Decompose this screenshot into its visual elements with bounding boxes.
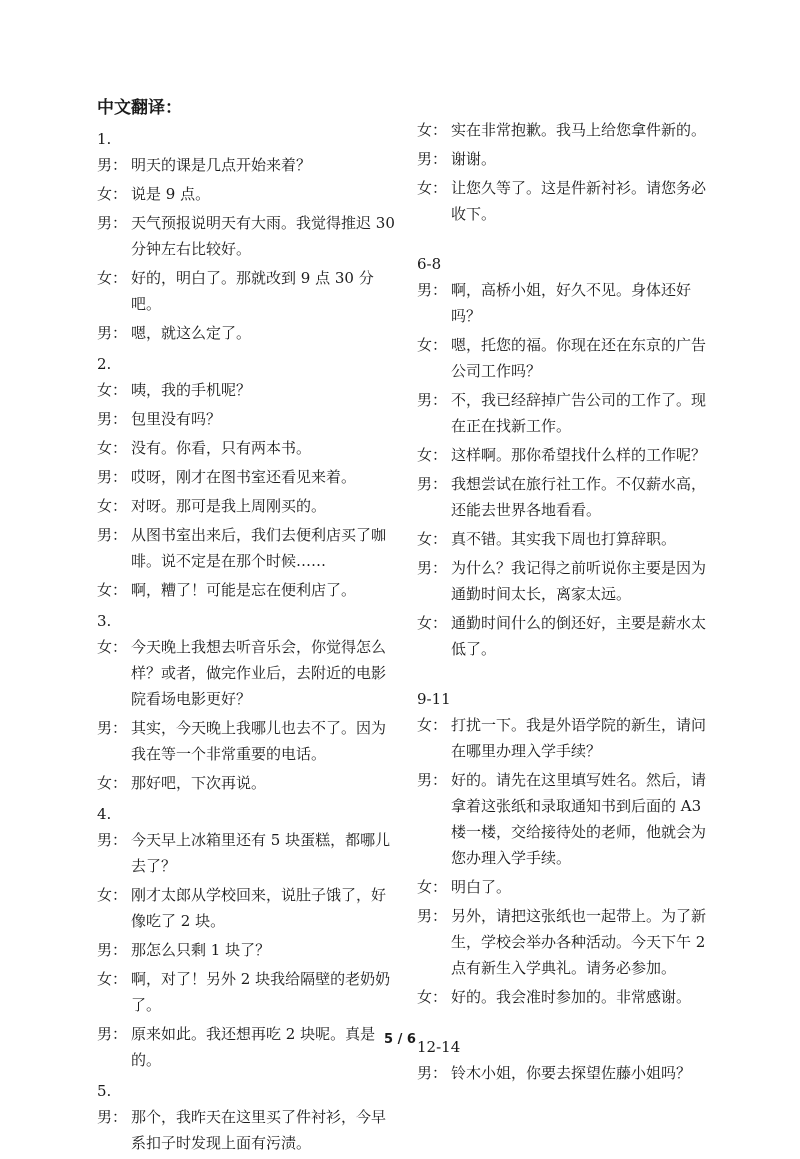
speaker-label: 女： [417,716,448,734]
dialogue-line [97,1104,397,1156]
speaker-label: 男： [97,410,128,428]
speaker-label: 男： [97,719,128,737]
dialogue-line [97,464,397,490]
speaker-label: 男： [417,771,448,789]
speaker-label: 女： [97,497,128,515]
speaker-label: 男： [97,324,128,342]
speaker-label: 女： [417,336,448,354]
speaker-label: 女： [97,774,128,792]
section-number: 3. [97,612,112,630]
speaker-label: 男： [97,1108,128,1126]
dialogue-line [417,387,717,439]
speaker-label: 女： [417,614,448,632]
dialogue-line [417,712,717,764]
speaker-label: 男： [417,150,448,168]
dialogue-text: 说是 9 点。 [131,185,211,203]
speaker-label: 男： [97,214,128,232]
section-number: 1. [97,130,112,148]
dialogue-text: 好的。我会准时参加的。非常感谢。 [451,988,692,1006]
speaker-label: 女： [97,970,128,988]
dialogue-line [97,770,397,796]
dialogue-text: 好的。请先在这里填写姓名。然后，请拿着这张纸和录取通知书到后面的 A3 楼一楼，交给接待处的老师，他就会为您办理入学手续。 [451,771,707,867]
speaker-label: 男： [417,391,448,409]
speaker-label: 女： [97,439,128,457]
dialogue-text: 那好吧，下次再说。 [131,774,267,792]
dialogue-text: 天气预报说明天有大雨。我觉得推迟 30 分钟左右比较好。 [131,214,395,258]
dialogue-text: 那个，我昨天在这里买了件衬衫，今早系扣子时发现上面有污渍。 [131,1108,387,1152]
dialogue-line [97,522,397,574]
speaker-label: 男： [417,1064,448,1082]
speaker-label: 女： [417,878,448,896]
dialogue-text: 真不错。其实我下周也打算辞职。 [451,530,677,548]
dialogue-line [97,210,397,262]
dialogue-line [97,634,397,712]
dialogue-line [417,175,717,227]
dialogue-line [97,577,397,603]
dialogue-text: 今天晚上我想去听音乐会，你觉得怎么样？或者，做完作业后，去附近的电影院看场电影更好？ [131,638,387,708]
dialogue-text: 明天的课是几点开始来着？ [131,156,312,174]
speaker-label: 男： [97,156,128,174]
speaker-label: 男： [97,468,128,486]
dialogue-line [417,146,717,172]
dialogue-line [97,181,397,207]
dialogue-section [97,606,397,796]
dialogue-line [417,610,717,662]
dialogue-line [417,332,717,384]
dialogue-text: 其实，今天晚上我哪儿也去不了。因为我在等一个非常重要的电话。 [131,719,387,763]
dialogue-text: 另外，请把这张纸也一起带上。为了新生，学校会举办各种活动。今天下午 2 点有新生入学典礼。请务必参加。 [451,907,707,977]
dialogue-line [417,903,717,981]
speaker-label: 男： [417,559,448,577]
dialogue-text: 好的，明白了。那就改到 9 点 30 分吧。 [131,269,374,313]
section-number: 5. [97,1082,112,1100]
dialogue-text: 没有。你看，只有两本书。 [131,439,312,457]
dialogue-line [417,277,717,329]
dialogue-text: 哎呀，刚才在图书室还看见来着。 [131,468,357,486]
dialogue-line [97,493,397,519]
dialogue-text: 为什么？我记得之前听说你主要是因为通勤时间太长，离家太远。 [451,559,707,603]
dialogue-text: 让您久等了。这是件新衬衫。请您务必收下。 [451,179,707,223]
dialogue-line [417,526,717,552]
dialogue-section [417,249,717,662]
section-number: 2. [97,355,112,373]
dialogue-line [97,1021,397,1073]
dialogue-section [417,117,717,227]
dialogue-line [97,406,397,432]
dialogue-text: 啊，高桥小姐，好久不见。身体还好吗？ [451,281,692,325]
dialogue-text: 不，我已经辞掉广告公司的工作了。现在正在找新工作。 [451,391,707,435]
speaker-label: 女： [417,530,448,548]
dialogue-line [97,152,397,178]
dialogue-text: 嗯，就这么定了。 [131,324,252,342]
dialogue-text: 啊，糟了！可能是忘在便利店了。 [131,581,357,599]
dialogue-section [97,1076,397,1156]
dialogue-section [97,349,397,603]
speaker-label: 女： [97,638,128,656]
dialogue-line [417,555,717,607]
dialogue-text: 铃木小姐，你要去探望佐藤小姐吗？ [451,1064,692,1082]
page-title: 中文翻译： [97,98,182,118]
dialogue-text: 我想尝试在旅行社工作。不仅薪水高，还能去世界各地看看。 [451,475,707,519]
dialogue-text: 通勤时间什么的倒还好，主要是薪水太低了。 [451,614,707,658]
dialogue-line [417,984,717,1010]
dialogue-line [97,320,397,346]
dialogue-line [417,874,717,900]
dialogue-text: 包里没有吗？ [131,410,222,428]
dialogue-line [417,117,717,143]
dialogue-line [97,937,397,963]
dialogue-line [417,1060,717,1086]
dialogue-line [417,767,717,871]
dialogue-line [97,715,397,767]
section-number: 12-14 [417,1038,461,1056]
left-column [97,124,397,1159]
section-number: 9-11 [417,690,451,708]
dialogue-text: 打扰一下。我是外语学院的新生，请问在哪里办理入学手续？ [451,716,707,760]
dialogue-line [97,966,397,1018]
speaker-label: 男： [417,281,448,299]
section-number: 6-8 [417,255,442,273]
speaker-label: 女： [417,446,448,464]
speaker-label: 女： [97,581,128,599]
dialogue-text: 原来如此。我还想再吃 2 块呢。真是的。 [131,1025,376,1069]
dialogue-line [97,265,397,317]
dialogue-text: 明白了。 [451,878,512,896]
speaker-label: 女： [417,988,448,1006]
speaker-label: 男： [417,907,448,925]
dialogue-section [417,684,717,1010]
dialogue-line [97,377,397,403]
right-column [417,117,717,1089]
speaker-label: 女： [97,185,128,203]
dialogue-text: 啊，对了！另外 2 块我给隔壁的老奶奶了。 [131,970,391,1014]
dialogue-text: 那怎么只剩 1 块了？ [131,941,271,959]
dialogue-line [417,442,717,468]
section-number: 4. [97,805,112,823]
speaker-label: 女： [97,269,128,287]
dialogue-line [97,435,397,461]
dialogue-line [97,882,397,934]
dialogue-text: 对呀。那可是我上周刚买的。 [131,497,327,515]
dialogue-text: 实在非常抱歉。我马上给您拿件新的。 [451,121,707,139]
speaker-label: 男： [417,475,448,493]
dialogue-text: 这样啊。那你希望找什么样的工作呢？ [451,446,707,464]
speaker-label: 女： [417,179,448,197]
dialogue-text: 从图书室出来后，我们去便利店买了咖啡。说不定是在那个时候…… [131,526,387,570]
speaker-label: 男： [97,526,128,544]
dialogue-line [97,827,397,879]
dialogue-text: 今天早上冰箱里还有 5 块蛋糕，都哪儿去了？ [131,831,391,875]
dialogue-text: 嗯，托您的福。你现在还在东京的广告公司工作吗？ [451,336,707,380]
dialogue-text: 谢谢。 [451,150,497,168]
speaker-label: 女： [97,886,128,904]
speaker-label: 男： [97,941,128,959]
dialogue-line [417,471,717,523]
page-number: 5 / 6 [384,1032,416,1047]
dialogue-text: 刚才太郎从学校回来，说肚子饿了，好像吃了 2 块。 [131,886,387,930]
speaker-label: 女： [417,121,448,139]
speaker-label: 男： [97,1025,128,1043]
dialogue-section [97,124,397,346]
speaker-label: 女： [97,381,128,399]
speaker-label: 男： [97,831,128,849]
dialogue-text: 咦，我的手机呢？ [131,381,252,399]
